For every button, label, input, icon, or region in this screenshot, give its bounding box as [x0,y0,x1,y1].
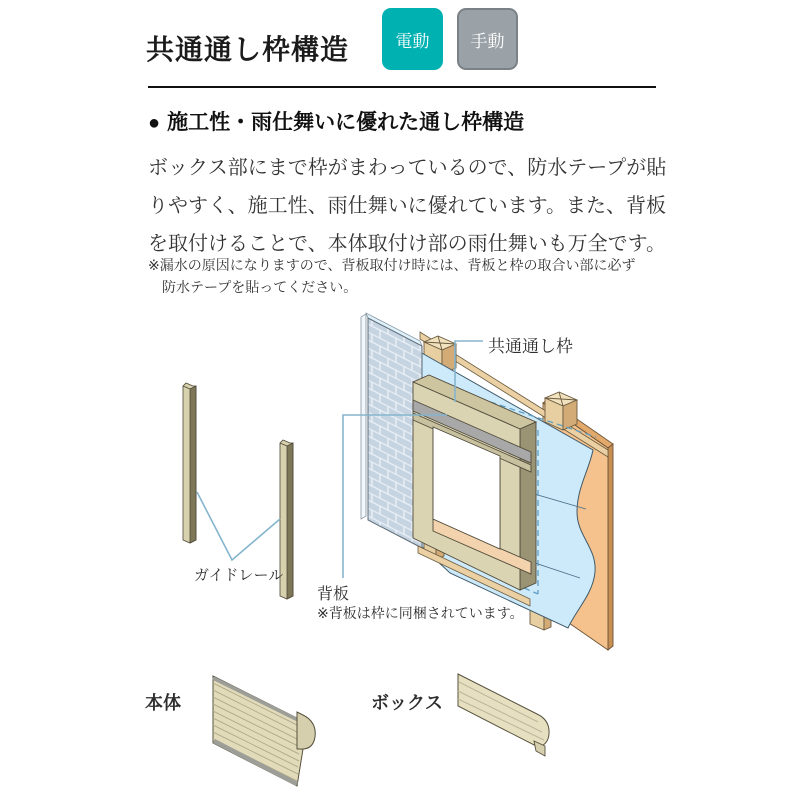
body-line: を取付けることで、本体取付け部の雨仕舞いも万全です。 [148,233,666,255]
label-box: ボックス [371,693,443,713]
stud-illustration [545,392,577,430]
label-through-frame: 共通通し枠 [488,337,573,356]
guide-rail-illustration [183,383,196,543]
section-heading-text: 施工性・雨仕舞いに優れた通し枠構造 [167,111,525,134]
badge-electric [382,8,443,70]
title-divider [148,86,656,88]
box-illustration [458,674,549,756]
badge-electric-label: 電動 [395,31,430,51]
label-back-plate-note: ※背板は枠に同梱されています。 [317,605,524,621]
caution-note [148,254,668,298]
page-title: 共通通し枠構造 [146,34,350,65]
note-line: ※漏水の原因になりますので、背板取付け時には、背板と枠の取合い部に必ず [148,257,636,273]
label-shutter-body: 本体 [145,693,181,713]
body-line: ボックス部にまで枠がまわっているので、防水テープが貼 [148,157,667,179]
note-line: 防水テープを貼ってください。 [162,279,358,295]
badge-manual [457,8,518,70]
label-guide-rail: ガイドレール [194,567,284,584]
shutter-body-illustration [213,676,315,786]
body-line: りやすく、施工性、雨仕舞いに優れています。また、背板 [148,195,666,217]
body-paragraph [148,149,668,263]
bullet-icon: ● [148,112,161,134]
badge-manual-label: 手動 [470,31,505,51]
label-back-plate: 背板 [317,586,350,603]
section-heading [148,106,524,136]
